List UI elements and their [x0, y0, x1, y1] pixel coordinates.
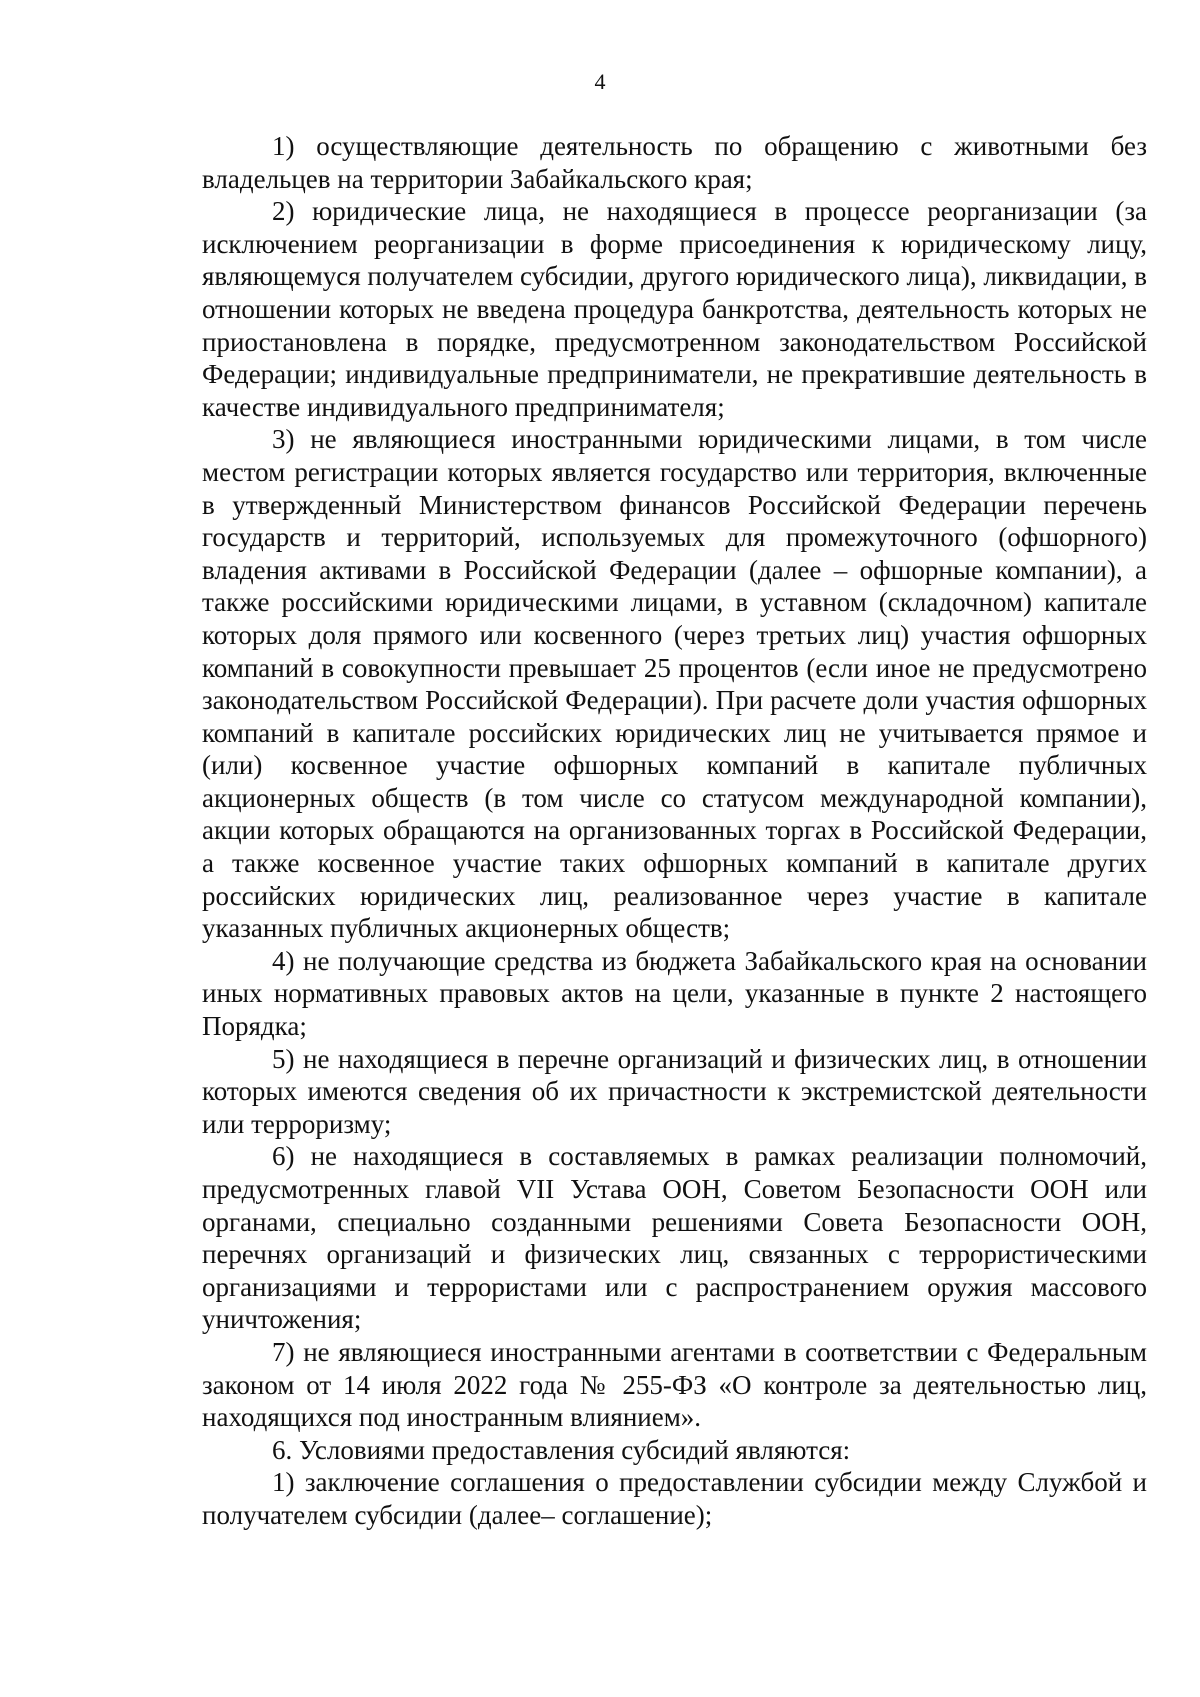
- paragraph-item-6: 6) не находящиеся в составляемых в рамках реализации полномочий, предусмотренных главой VII Устава ООН, Советом Безопасности ООН или органами, специально созданными решениями Совета Безопасности ООН, перечнях организаций и физических лиц, связанных с террористическими организациями и террористами или с распространением оружия массового уничтожения;: [202, 1141, 1147, 1335]
- document-body: [202, 130, 1147, 1532]
- paragraph-item-2: 2) юридические лица, не находящиеся в процессе реорганизации (за исключением реорганизации в форме присоединения к юридическому лицу, являющемуся получателем субсидии, другого юридического лица), ликвидации, в отношении которых не введена процедура банкротства, деятельность которых не приостановлена в порядке, предусмотренном законодательством Российской Федерации; индивидуальные предприниматели, не прекратившие деятельность в качестве индивидуального предпринимателя;: [202, 196, 1147, 422]
- section-6-heading: 6. Условиями предоставления субсидий являются:: [272, 1434, 851, 1465]
- condition-item-1: 1) заключение соглашения о предоставлении субсидии между Службой и получателем субсидии (далее– соглашение);: [202, 1467, 1147, 1530]
- paragraph-item-5: 5) не находящиеся в перечне организаций и физических лиц, в отношении которых имеются сведения об их причастности к экстремистской деятельности или терроризму;: [202, 1043, 1147, 1139]
- paragraph-item-4: 4) не получающие средства из бюджета Забайкальского края на основании иных нормативных правовых актов на цели, указанные в пункте 2 настоящего Порядка;: [202, 945, 1147, 1042]
- paragraph-item-1: 1) осуществляющие деятельность по обращению с животными без владельцев на территории Забайкальского края;: [202, 131, 1147, 194]
- page-number: 4: [594, 69, 606, 94]
- paragraph-item-7: 7) не являющиеся иностранными агентами в соответствии с Федеральным законом от 14 июля 2022 года № 255-ФЗ «О контроле за деятельностью лиц, находящихся под иностранным влиянием».: [202, 1336, 1147, 1433]
- paragraph-item-3: 3) не являющиеся иностранными юридическими лицами, в том числе местом регистрации которых является государство или территория, включенные в утвержденный Министерством финансов Российской Федерации перечень государств и территорий, используемых для промежуточного (офшорного) владения активами в Российской Федерации (далее – офшорные компании), а также российскими юридическими лицами, в уставном (складочном) капитале которых доля прямого или косвенного (через третьих лиц) участия офшорных компаний в совокупности превышает 25 процентов (если иное не предусмотрено законодательством Российской Федерации). При расчете доли участия офшорных компаний в капитале российских юридических лиц не учитывается прямое и (или) косвенное участие офшорных компаний в капитале публичных акционерных обществ (в том числе со статусом международной компании), акции которых обращаются на организованных торгах в Российской Федерации, а также косвенное участие таких офшорных компаний в капитале других российских юридических лиц, реализованное через участие в капитале указанных публичных акционерных обществ;: [202, 424, 1147, 944]
